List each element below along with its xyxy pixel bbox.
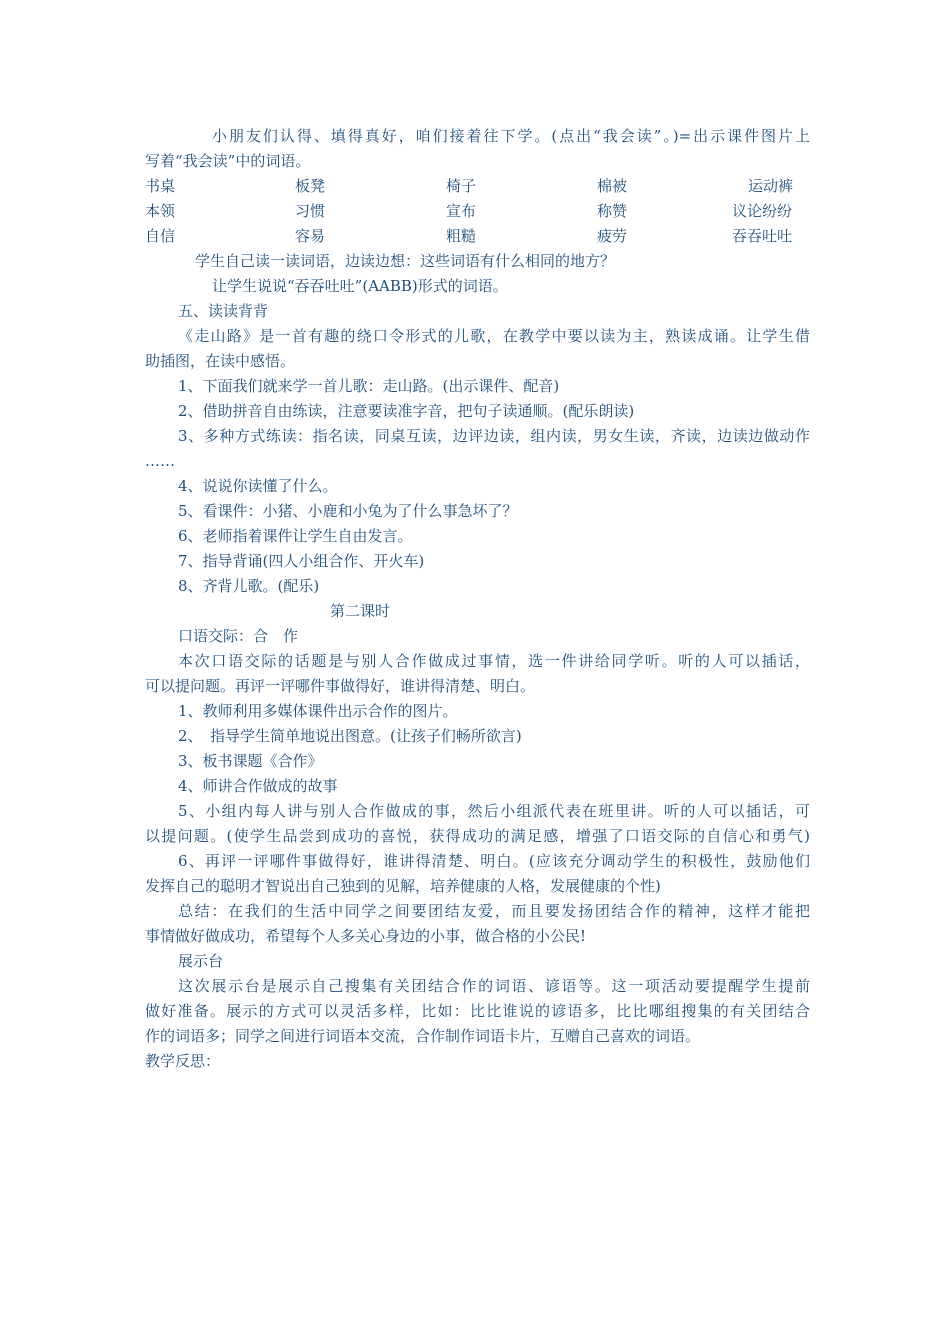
section-heading: 五、读读背背: [178, 302, 269, 320]
word: 称赞: [597, 202, 628, 220]
paragraph-line: 事情做好做成功，希望每个人多关心身边的小事，做合格的小公民!: [145, 927, 587, 945]
paragraph-line: 让学生说说“吞吞吐吐”(AABB)形式的词语。: [212, 277, 508, 295]
list-item: 6、老师指着课件让学生自由发言。: [178, 527, 413, 545]
word: 椅子: [446, 177, 477, 195]
word-list-row: [145, 175, 810, 197]
paragraph-line: 学生自己读一读词语，边读边想：这些词语有什么相同的地方？: [195, 252, 616, 270]
section-heading: 展示台: [178, 952, 224, 970]
list-item: 2、借助拼音自由练读，注意要读准字音，把句子读通顺。(配乐朗读): [178, 402, 635, 420]
paragraph-line: 助插图，在读中感悟。: [145, 352, 296, 370]
list-item: 3、多种方式练读：指名读，同桌互读，边评边读，组内读，男女生读，齐读，边读边做动作: [178, 427, 810, 445]
list-item: 1、教师利用多媒体课件出示合作的图片。: [178, 702, 458, 720]
word: 本领: [145, 202, 176, 220]
paragraph-line: 总结：在我们的生活中同学之间要团结友爱，而且要发扬团结合作的精神，这样才能把: [178, 902, 810, 920]
list-item: 5、小组内每人讲与别人合作做成的事，然后小组派代表在班里讲。听的人可以插话，可: [178, 802, 810, 820]
paragraph-line: 《走山路》是一首有趣的绕口令形式的儿歌，在教学中要以读为主，熟读成诵。让学生借: [178, 327, 810, 345]
paragraph-line: 小朋友们认得、填得真好，咱们接着往下学。(点出“我会读”。)=出示课件图片上: [212, 127, 810, 145]
paragraph-line: 作的词语多；同学之间进行词语本交流，合作制作词语卡片，互赠自己喜欢的词语。: [145, 1027, 701, 1045]
paragraph-line: 以提问题。(使学生品尝到成功的喜悦，获得成功的满足感，增强了口语交际的自信心和勇气): [145, 827, 810, 845]
word: 宣布: [446, 202, 477, 220]
word: 容易: [295, 227, 326, 245]
list-item: 4、说说你读懂了什么。: [178, 477, 338, 495]
paragraph-line: ……: [145, 452, 175, 470]
word: 吞吞吐吐: [732, 227, 793, 245]
list-item: 2、 指导学生简单地说出图意。(让孩子们畅所欲言): [178, 727, 522, 745]
paragraph-line: 发挥自己的聪明才智说出自己独到的见解，培养健康的人格，发展健康的个性): [145, 877, 661, 895]
list-item: 4、师讲合作做成的故事: [178, 777, 338, 795]
word: 疲劳: [597, 227, 628, 245]
word-list-row: [145, 225, 810, 247]
paragraph-line: 做好准备。展示的方式可以灵活多样，比如：比比谁说的谚语多，比比哪组搜集的有关团结合: [145, 1002, 810, 1020]
paragraph-line: 写着“我会读”中的词语。: [145, 152, 311, 170]
word: 棉被: [597, 177, 628, 195]
section-heading: 教学反思：: [145, 1052, 221, 1070]
list-item: 3、板书课题《合作》: [178, 752, 323, 770]
word-list-row: [145, 200, 810, 222]
section-heading: 口语交际：合 作: [178, 627, 299, 645]
word: 书桌: [145, 177, 176, 195]
lesson-heading: 第二课时: [330, 602, 391, 620]
list-item: 7、指导背诵(四人小组合作、开火车): [178, 552, 425, 570]
list-item: 6、再评一评哪件事做得好，谁讲得清楚、明白。(应该充分调动学生的积极性，鼓励他们: [178, 852, 810, 870]
word: 板凳: [295, 177, 326, 195]
list-item: 5、看课件：小猪、小鹿和小兔为了什么事急坏了？: [178, 502, 518, 520]
word: 运动裤: [748, 177, 794, 195]
paragraph-line: 本次口语交际的话题是与别人合作做成过事情，选一件讲给同学听。听的人可以插话，: [178, 652, 810, 670]
word: 粗糙: [446, 227, 477, 245]
word: 自信: [145, 227, 176, 245]
list-item: 1、下面我们就来学一首儿歌：走山路。(出示课件、配音): [178, 377, 560, 395]
word: 议论纷纷: [732, 202, 793, 220]
paragraph-line: 这次展示台是展示自己搜集有关团结合作的词语、谚语等。这一项活动要提醒学生提前: [178, 977, 810, 995]
paragraph-line: 可以提问题。再评一评哪件事做得好，谁讲得清楚、明白。: [145, 677, 536, 695]
word: 习惯: [295, 202, 326, 220]
list-item: 8、齐背儿歌。(配乐): [178, 577, 320, 595]
